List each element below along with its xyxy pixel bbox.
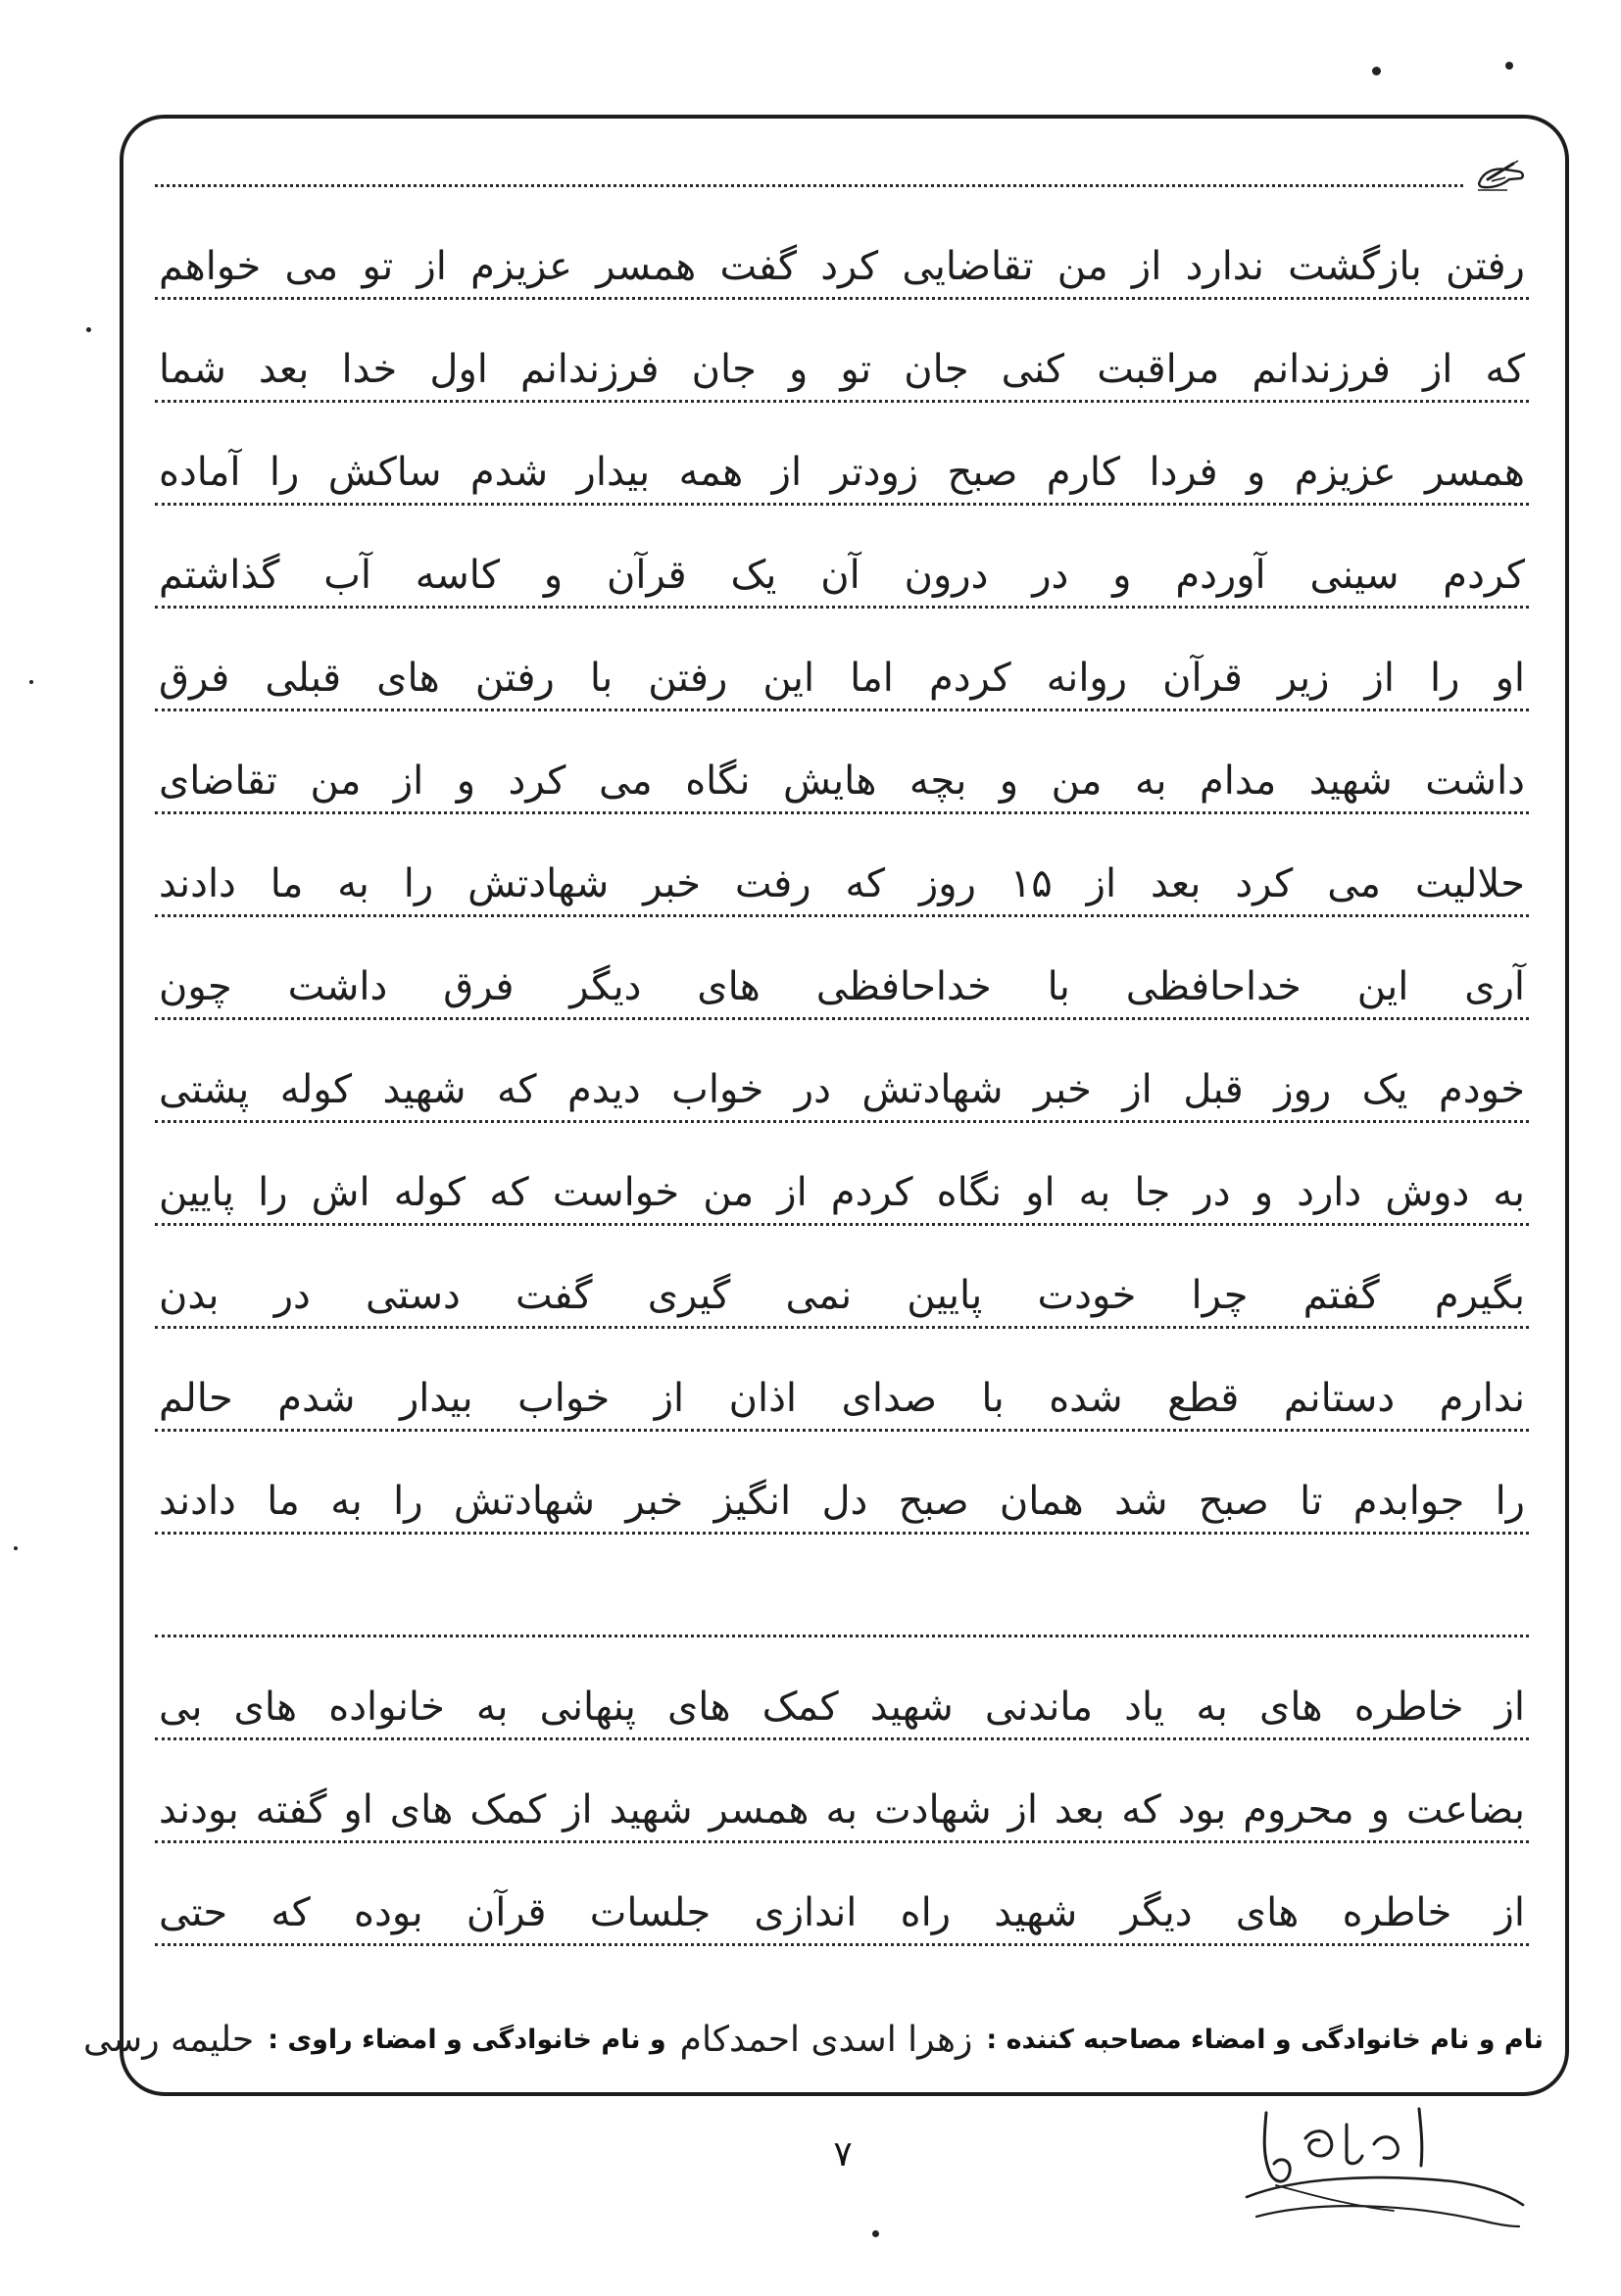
handwritten-text: حلالیت می کرد بعد از ۱۵ روز که رفت خبر شهادتش را به ما دادند	[159, 861, 1525, 906]
interviewer-name: زهرا اسدی احمدکام	[679, 2019, 973, 2060]
text-lines	[155, 197, 1529, 1946]
narrator-name: حلیمه رسی	[83, 2019, 255, 2060]
text-line	[155, 609, 1529, 711]
text-line	[155, 1226, 1529, 1329]
handwritten-text: داشت شهید مدام به من و بچه هایش نگاه می کرد و از من تقاضای	[159, 758, 1525, 804]
text-line	[155, 1329, 1529, 1432]
scan-speck	[1372, 67, 1381, 75]
header-line	[155, 119, 1529, 187]
narrator-label: و نام خانوادگی و امضاء راوی :	[268, 2024, 666, 2055]
text-line	[155, 506, 1529, 609]
form-frame	[83, 115, 1569, 2096]
text-line	[155, 197, 1529, 300]
empty-line	[155, 1535, 1529, 1637]
scan-speck	[14, 1546, 18, 1550]
handwritten-text: را جوابدم تا صبح شد همان صبح دل انگیز خبر شهادتش را به ما دادند	[159, 1479, 1525, 1524]
pen-writing-icon	[1474, 158, 1527, 195]
text-line	[155, 1020, 1529, 1123]
handwritten-text: همسر عزیزم و فردا کارم صبح زودتر از همه بیدار شدم ساکش را آماده	[159, 450, 1525, 495]
handwritten-text: از خاطره های دیگر شهید راه اندازی جلسات قرآن بوده که حتی	[159, 1890, 1525, 1935]
handwritten-text: ندارم دستانم قطع شده با صدای اذان از خواب بیدار شدم حالم	[159, 1376, 1525, 1421]
scan-speck	[872, 2230, 879, 2237]
handwritten-signature	[1237, 2095, 1531, 2244]
handwritten-text: کردم سینی آوردم و در درون آن یک قرآن و کاسه آب گذاشتم	[159, 553, 1525, 598]
dotted-rule	[155, 184, 1463, 187]
text-line	[155, 1843, 1529, 1946]
text-line	[155, 1637, 1529, 1740]
handwritten-text: رفتن بازگشت ندارد از من تقاضایی کرد گفت همسر عزیزم از تو می خواهم	[159, 244, 1525, 289]
text-line	[155, 1123, 1529, 1226]
text-line	[155, 814, 1529, 917]
handwritten-text: او را از زیر قرآن روانه کردم اما این رفتن با رفتن های قبلی فرق	[159, 656, 1525, 701]
handwritten-text: بضاعت و محروم بود که بعد از شهادت به همسر شهید از کمک های او گفته بودند	[159, 1787, 1525, 1832]
handwritten-text: آری این خداحافظی با خداحافظی های دیگر فرق داشت چون	[159, 964, 1525, 1009]
text-line	[155, 1740, 1529, 1843]
scan-speck	[86, 327, 91, 332]
handwritten-text: که از فرزندانم مراقبت کنی جان تو و جان فرزندانم اول خدا بعد شما	[159, 347, 1525, 392]
text-line	[155, 1432, 1529, 1535]
handwritten-text: از خاطره های به یاد ماندنی شهید کمک های پنهانی به خانواده های بی	[159, 1685, 1525, 1730]
handwritten-text: بگیرم گفتم چرا خودت پایین نمی گیری گفت دستی در بدن	[159, 1273, 1525, 1318]
signature-footer	[83, 1998, 1544, 2080]
scan-speck	[29, 680, 33, 684]
page-number: ۷	[833, 2134, 853, 2174]
scan-speck	[1505, 62, 1513, 70]
interviewer-label: نام و نام خانوادگی و امضاء مصاحبه کننده :	[986, 2024, 1544, 2055]
text-line	[155, 917, 1529, 1020]
text-line	[155, 300, 1529, 403]
text-line	[155, 403, 1529, 506]
text-line	[155, 711, 1529, 814]
handwritten-text: به دوش دارد و در جا به او نگاه کردم از من خواست که کوله اش را پایین	[159, 1170, 1525, 1215]
handwritten-text: خودم یک روز قبل از خبر شهادتش در خواب دیدم که شهید کوله پشتی	[159, 1067, 1525, 1112]
